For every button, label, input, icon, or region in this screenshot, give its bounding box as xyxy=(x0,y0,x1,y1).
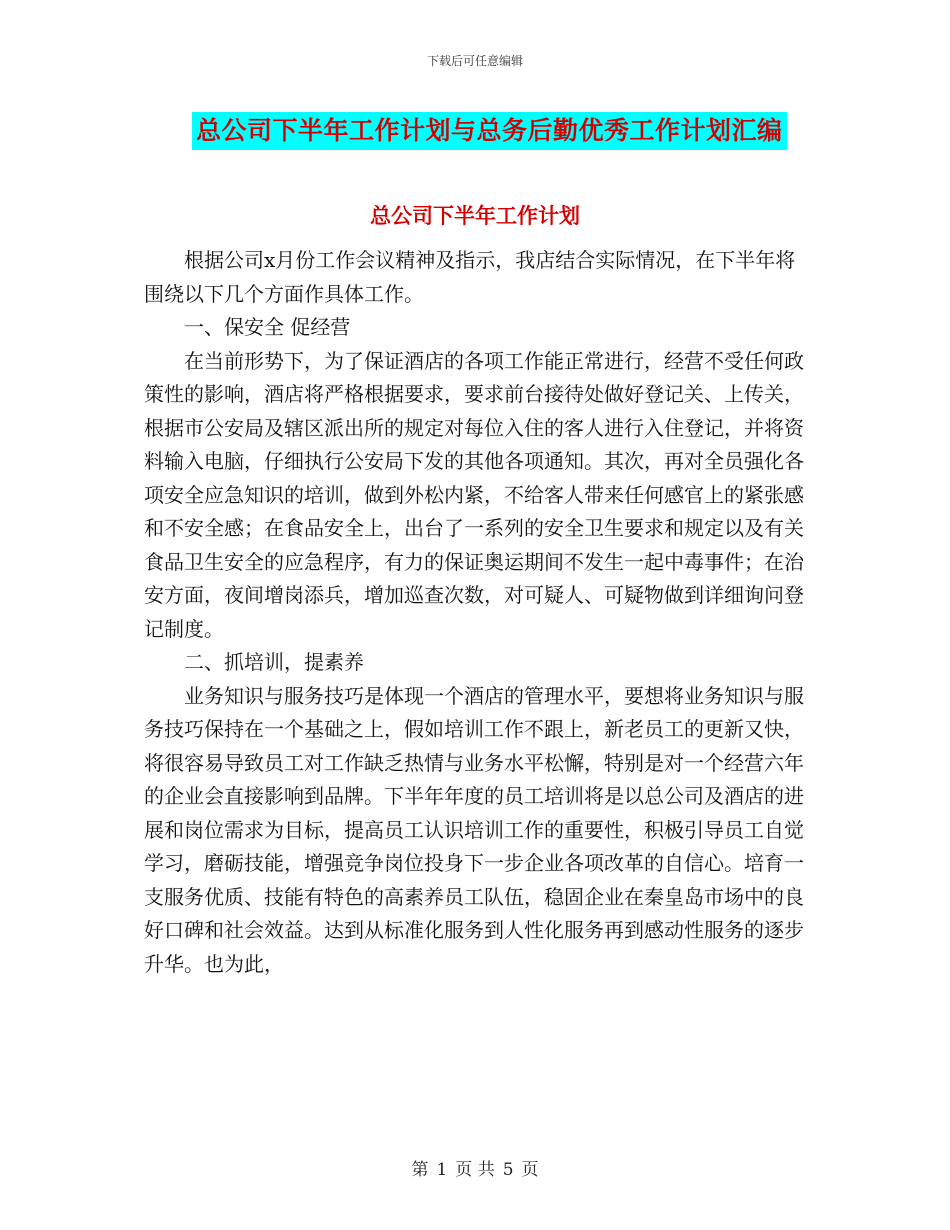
page-footer xyxy=(0,1155,950,1180)
heading-training: 二、抓培训，提素养 xyxy=(184,650,364,674)
footer-mid: 页 共 xyxy=(455,1160,495,1180)
header-note: 下载后可任意编辑 xyxy=(426,54,523,68)
document-body xyxy=(144,244,804,981)
paragraph-safety: 在当前形势下，为了保证酒店的各项工作能正常进行，经营不受任何政策性的影响，酒店将严格根据要求，要求前台接待处做好登记关、上传关，根据市公安局及辖区派出所的规定对每位入住的客人进行入住登记，并将资料输入电脑，仔细执行公安局下发的其他各项通知。其次，再对全员强化各项安全应急知识的培训，做到外松内紧，不给客人带来任何感官上的紧张感和不安全感；在食品安全上，出台了一系列的安全卫生要求和规定以及有关食品卫生安全的应急程序，有力的保证奥运期间不发生一起中毒事件；在治安方面，夜间增岗添兵，增加巡查次数，对可疑人、可疑物做到详细询问登记制度。 xyxy=(144,348,804,641)
footer-prefix: 第 xyxy=(411,1160,429,1180)
section-title: 总公司下半年工作计划 xyxy=(370,204,580,228)
page-number: 1 xyxy=(436,1160,448,1180)
total-pages: 5 xyxy=(502,1160,514,1180)
paragraph-training: 业务知识与服务技巧是体现一个酒店的管理水平，要想将业务知识与服务技巧保持在一个基础之上，假如培训工作不跟上，新老员工的更新又快，将很容易导致员工对工作缺乏热情与业务水平松懈，特别是对一个经营六年的企业会直接影响到品牌。下半年年度的员工培训将是以总公司及酒店的进展和岗位需求为目标，提高员工认识培训工作的重要性，积极引导员工自觉学习，磨砺技能，增强竞争岗位投身下一步企业各项改革的自信心。培育一支服务优质、技能有特色的高素养员工队伍，稳固企业在秦皇岛市场中的良好口碑和社会效益。达到从标准化服务到人性化服务再到感动性服务的逐步升华。也为此， xyxy=(144,683,804,976)
footer-suffix: 页 xyxy=(521,1160,539,1180)
heading-safety: 一、保安全 促经营 xyxy=(184,315,351,339)
paragraph-intro: 根据公司x月份工作会议精神及指示，我店结合实际情况，在下半年将围绕以下几个方面作具体工作。 xyxy=(144,248,796,306)
document-title: 总公司下半年工作计划与总务后勤优秀工作计划汇编 xyxy=(192,112,787,150)
